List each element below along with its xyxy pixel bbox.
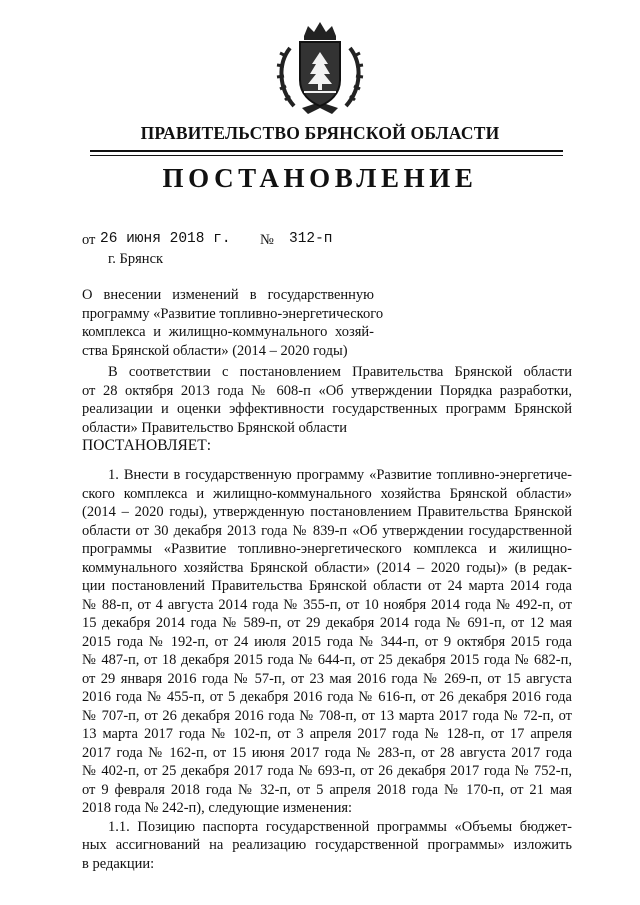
- item-1-line: коммунального хозяйства Брянской области» (2014 – 2020 годы)» (в редак-: [82, 559, 572, 576]
- divider-thin: [90, 155, 563, 156]
- item-1-1-line: ных ассигнований на реализацию государственной программы» изложить: [82, 837, 572, 853]
- item-1-line: 2016 года № 455-п, от 5 декабря 2016 года № 616-п, от 26 декабря 2016 года: [82, 689, 572, 705]
- item-1-line: 2015 года № 192-п, от 24 июля 2015 года № 344-п, от 9 октября 2015 года: [82, 633, 572, 650]
- number-label: №: [260, 232, 274, 248]
- document-number: 312-п: [289, 231, 333, 247]
- subject-line: О внесении изменений в государственную: [82, 287, 374, 303]
- item-1-line: от 9 февраля 2018 года № 32-п, от 5 апреля 2018 года № 170-п, от 21 мая: [82, 781, 572, 798]
- preamble-line: области» Правительство Брянской области: [82, 419, 347, 436]
- item-1-line: № 88-п, от 4 августа 2014 года № 355-п, от 10 ноября 2014 года № 492-п, от: [82, 596, 572, 613]
- preamble: [82, 363, 572, 456]
- government-name: ПРАВИТЕЛЬСТВО БРЯНСКОЙ ОБЛАСТИ: [140, 123, 500, 143]
- item-1-line: 2018 года № 242-п), следующие изменения:: [82, 800, 353, 816]
- item-1-line: № 707-п, от 26 декабря 2016 года № 708-п, от 13 марта 2017 года № 72-п, от: [82, 707, 572, 724]
- item-1-1-line: в редакции:: [82, 855, 155, 872]
- item-1-line: № 402-п, от 25 декабря 2017 года № 693-п, от 26 декабря 2017 года № 752-п,: [82, 763, 572, 779]
- city: г. Брянск: [108, 251, 164, 267]
- preamble-line: В соответствии с постановлением Правительства Брянской области: [108, 364, 572, 380]
- item-1-line: области от 30 декабря 2013 года № 839-п «Об утверждении государственной: [82, 522, 572, 539]
- document-type-title: ПОСТАНОВЛЕНИЕ: [162, 163, 478, 193]
- resolves-heading: ПОСТАНОВЛЯЕТ:: [82, 437, 212, 454]
- divider-thick: [90, 150, 563, 152]
- item-1-line: № 487-п, от 18 декабря 2015 года № 644-п, от 25 декабря 2015 года № 682-п,: [82, 652, 572, 668]
- item-1-line: 2017 года № 162-п, от 15 июня 2017 года № 283-п, от 28 августа 2017 года: [82, 744, 572, 761]
- document-date: 26 июня 2018 г.: [100, 231, 231, 247]
- item-1-line: ского комплекса и жилищно-коммунального хозяйства Брянской области»: [82, 485, 572, 502]
- subject-line: комплекса и жилищно-коммунального хозяй-: [82, 324, 374, 340]
- item-1-line: программы «Развитие топливно-энергетического комплекса и жилищно-: [82, 541, 572, 557]
- item-1-line: (2014 – 2020 годы), утвержденную постановлением Правительства Брянской: [82, 504, 572, 520]
- item-1-line: 13 марта 2017 года № 102-п, от 3 апреля 2017 года № 128-п, от 17 апреля: [82, 726, 572, 742]
- item-1-1-line: 1.1. Позицию паспорта государственной программы «Объемы бюджет-: [108, 818, 572, 835]
- preamble-line: от 28 октября 2013 года № 608-п «Об утверждении Порядка разработки,: [82, 382, 572, 399]
- preamble-line: реализации и оценки эффективности государственных программ Брянской: [82, 401, 572, 417]
- item-1-line: от 29 января 2016 года № 57-п, от 23 мая 2016 года № 269-п, от 15 августа: [82, 670, 572, 687]
- subject-line: программу «Развитие топливно-энергетического: [82, 305, 384, 322]
- subject-line: ства Брянской области» (2014 – 2020 годы): [82, 342, 348, 359]
- document-subject: [82, 286, 384, 360]
- item-1-line: 1. Внести в государственную программу «Развитие топливно-энергетиче-: [108, 467, 572, 483]
- coat-of-arms-icon: [272, 18, 368, 118]
- item-1-line: 15 декабря 2014 года № 589-п, от 29 декабря 2014 года № 691-п, от 12 мая: [82, 615, 572, 631]
- item-1-line: ции постановлений Правительства Брянской области от 24 марта 2014 года: [82, 578, 572, 594]
- from-label: от: [82, 232, 96, 248]
- item-1: [82, 466, 572, 873]
